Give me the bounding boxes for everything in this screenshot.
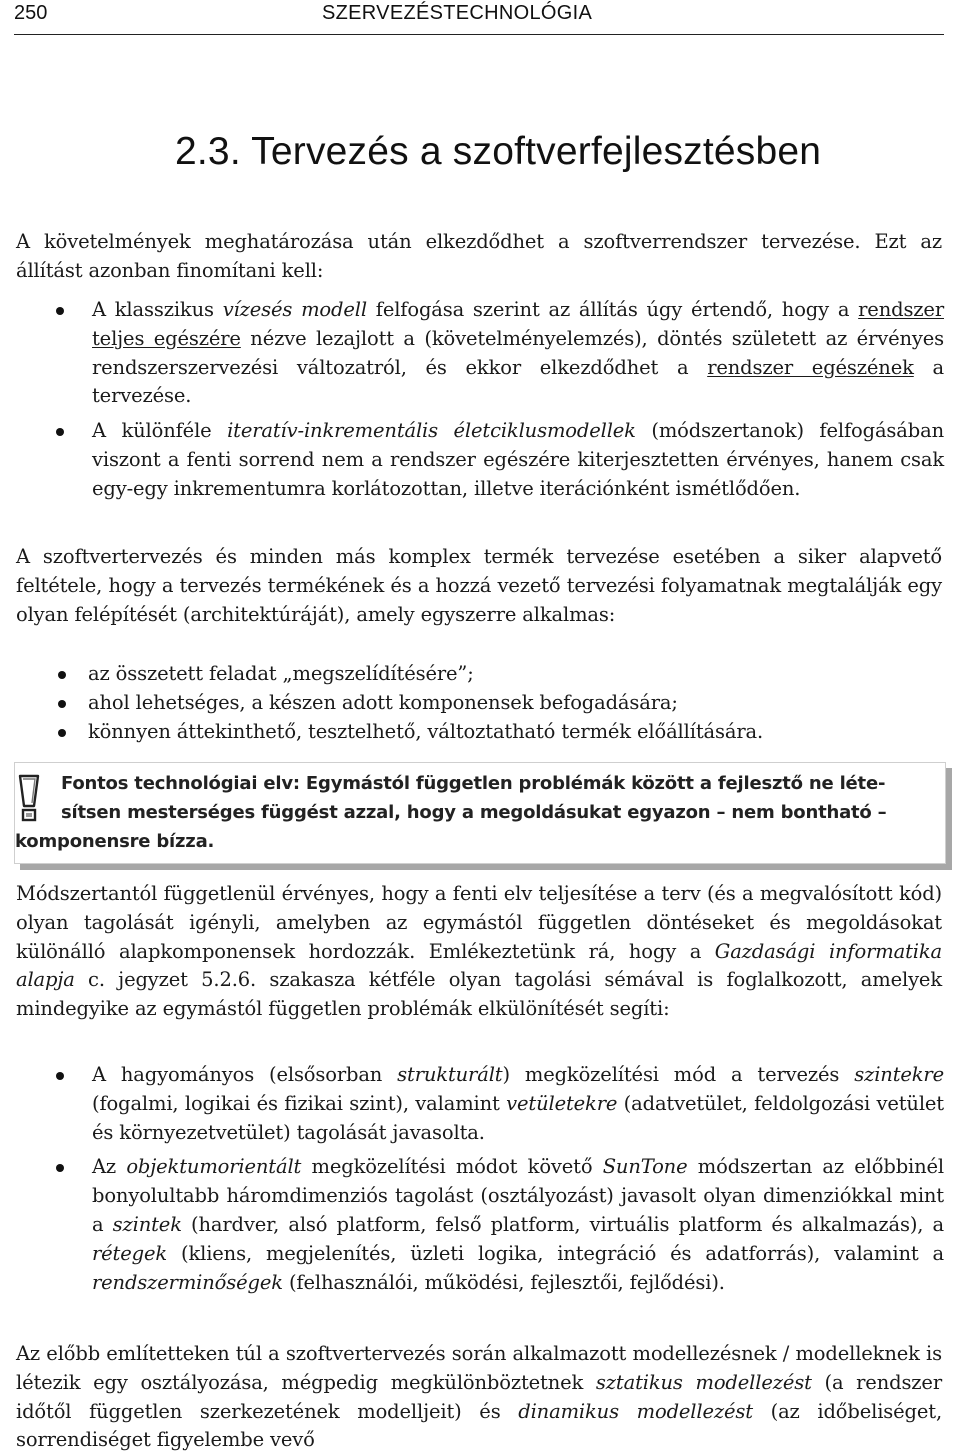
decomposition-schemes-list — [0, 1061, 944, 1297]
list-item: Az objektumorientált megközelítési módot követő SunTone módszertan az előbbinél bonyolultabb háromdimenziós tagolást (osztályozást) javasolt olyan dimenziókkal mint a szintek (hardver, alsó platform, felső platform, virtuális platform és alkalmazás), a rétegek (kliens, megjelenítés, üzleti logika, integráció és adatforrás), valamint a rendszerminőségek (felhasználói, működési, fejlesztői, fejlődési). — [0, 1153, 944, 1297]
decomposition-paragraph: Módszertantól függetlenül érvényes, hogy a fenti elv teljesítése a terv (és a megvalósított kód) olyan tagolását igényli, amelyben az egymástól független döntéseket és megoldásokat különálló alapkomponensek hordozzák. Emlékeztetünk rá, hogy a Gazdasági informatika alapja c. jegyzet 5.2.6. szakasza kétféle olyan tagolási sémával is foglalkozott, amelyek mindegyike az egymástól független problémák elkülönítését segíti: — [16, 882, 942, 1021]
intro-paragraph: A követelmények meghatározása után elkezdődhet a szoftverrendszer tervezése. Ezt az állítást azonban finomítani kell: — [16, 230, 942, 282]
section-title: 2.3. Tervezés a szoftverfejlesztésben — [175, 130, 822, 173]
architecture-goals-list — [0, 660, 944, 746]
principle-note-text: Fontos technológiai elv: Egymástól független problémák között a fejlesztő ne léte- sítsen mesterséges függést azzal, hogy a megoldásukat egyazon – nem bontható – komponensre bízza. — [15, 773, 887, 852]
page-number: 250 — [14, 2, 48, 24]
running-title: SZERVEZÉSTECHNOLÓGIA — [322, 2, 593, 24]
list-item: A klasszikus vízesés modell felfogása szerint az állítás úgy értendő, hogy a rendszer teljes egészére nézve lezajlott a (követelményelemzés), döntés született az érvényes rendszerszervezési változatról, és ekkor elkezdődhet a rendszer egészének a tervezése. — [0, 296, 944, 411]
modelling-paragraph: Az előbb említetteken túl a szoftvertervezés során alkalmazott modellezésnek / modelleknek is létezik egy osztályozása, mégpedig megkülönböztetnek sztatikus modellezést (a rendszer időtől független szerkezetének modelljeit) és dinamikus modellezést (az időbeliséget, sorrendiséget figyelembe vevő — [16, 1342, 943, 1452]
page-header — [14, 0, 944, 35]
lifecycle-list — [0, 296, 944, 504]
list-item: A hagyományos (elsősorban strukturált) megközelítési mód a tervezés szintekre (fogalmi, logikai és fizikai szint), valamint vetületekre (adatvetület, feldolgozási vetület és környezetvetület) tagolását javasolta. — [0, 1061, 944, 1147]
exclamation-icon — [18, 774, 40, 822]
principle-note-box — [14, 762, 946, 864]
architecture-paragraph: A szoftvertervezés és minden más komplex termék tervezése esetében a siker alapvető feltétele, hogy a tervezés termékének és a hozzá vezető tervezési folyamatnak megtalálják egy olyan felépítését (architektúráját), amely egyszerre alkalmas: — [16, 545, 942, 626]
list-item: ahol lehetséges, a készen adott komponensek befogadására; — [0, 689, 944, 718]
list-item: A különféle iteratív-inkrementális életciklusmodellek (módszertanok) felfogásában viszont a fenti sorrend nem a rendszer egészére kiterjesztetten érvényes, hanem csak egy-egy inkrementumra korlátozottan, illetve iterációnként ismétlődően. — [0, 417, 944, 503]
list-item: az összetett feladat „megszelídítésére”; — [0, 660, 944, 689]
list-item: könnyen áttekinthető, tesztelhető, változtatható termék előállítására. — [0, 718, 944, 747]
